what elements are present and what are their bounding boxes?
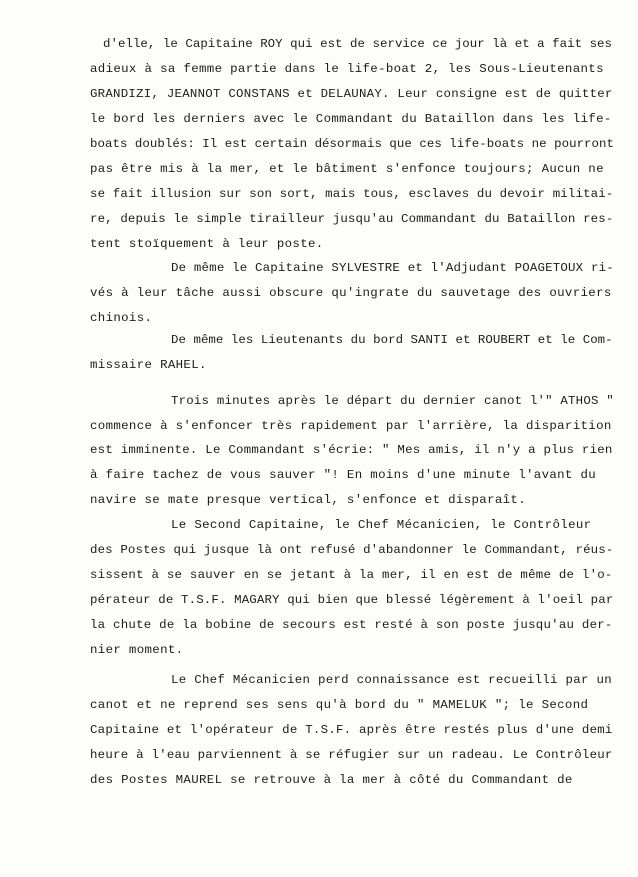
- text-line: missaire RAHEL.: [90, 358, 207, 372]
- text-line: nier moment.: [90, 643, 184, 657]
- text-line: Le Second Capitaine, le Chef Mécanicien, le Contrôleur: [171, 518, 592, 532]
- text-line: heure à l'eau parviennent à se réfugier sur un radeau. Le Contrôleur: [90, 748, 613, 762]
- text-line: Trois minutes après le départ du dernier canot l'" ATHOS ": [171, 394, 614, 408]
- text-line: d'elle, le Capitaine ROY qui est de service ce jour là et a fait ses: [103, 37, 613, 51]
- text-line: navire se mate presque vertical, s'enfonce et disparaît.: [90, 493, 526, 507]
- text-line: De même le Capitaine SYLVESTRE et l'Adjudant POAGETOUX ri-: [171, 261, 614, 275]
- text-line: pérateur de T.S.F. MAGARY qui bien que blessé légèrement à l'oeil par: [90, 593, 614, 607]
- text-line: des Postes qui jusque là ont refusé d'abandonner le Commandant, réus-: [90, 543, 614, 557]
- text-line: des Postes MAUREL se retrouve à la mer à côté du Commandant de: [90, 773, 573, 787]
- text-line: GRANDIZI, JEANNOT CONSTANS et DELAUNAY. Leur consigne est de quitter: [90, 87, 613, 101]
- text-line: De même les Lieutenants du bord SANTI et ROUBERT et le Com-: [171, 333, 613, 347]
- text-line: canot et ne reprend ses sens qu'à bord du " MAMELUK "; le Second: [90, 698, 589, 712]
- text-line: la chute de la bobine de secours est resté à son poste jusqu'au der-: [90, 618, 613, 632]
- text-line: adieux à sa femme partie dans le life-boat 2, les Sous-Lieutenants: [90, 62, 604, 76]
- text-line: est imminente. Le Commandant s'écrie: " Mes amis, il n'y a plus rien: [90, 443, 613, 457]
- text-line: vés à leur tâche aussi obscure qu'ingrate du sauvetage des ouvriers: [90, 286, 612, 300]
- text-line: Le Chef Mécanicien perd connaissance est recueilli par un: [171, 673, 612, 687]
- text-line: tent stoïquement à leur poste.: [90, 237, 324, 251]
- text-line: chinois.: [90, 311, 153, 325]
- text-line: pas être mis à la mer, et le bâtiment s'enfonce toujours; Aucun ne: [90, 162, 604, 176]
- text-line: se fait illusion sur son sort, mais tous, esclaves du devoir militai-: [90, 187, 614, 201]
- text-line: re, depuis le simple tirailleur jusqu'au Commandant du Bataillon res-: [90, 212, 614, 226]
- text-line: boats doublés: Il est certain désormais que ces life-boats ne pourront: [90, 137, 614, 151]
- text-line: commence à s'enfoncer très rapidement par l'arrière, la disparition: [90, 419, 612, 433]
- text-line: Capitaine et l'opérateur de T.S.F. après être restés plus d'une demi: [90, 723, 613, 737]
- text-line: sissent à se sauver en se jetant à la mer, il en est de même de l'o-: [90, 568, 613, 582]
- text-line: à faire tachez de vous sauver "! En moins d'une minute l'avant du: [90, 468, 597, 482]
- text-line: le bord les derniers avec le Commandant du Bataillon dans les life-: [90, 112, 612, 126]
